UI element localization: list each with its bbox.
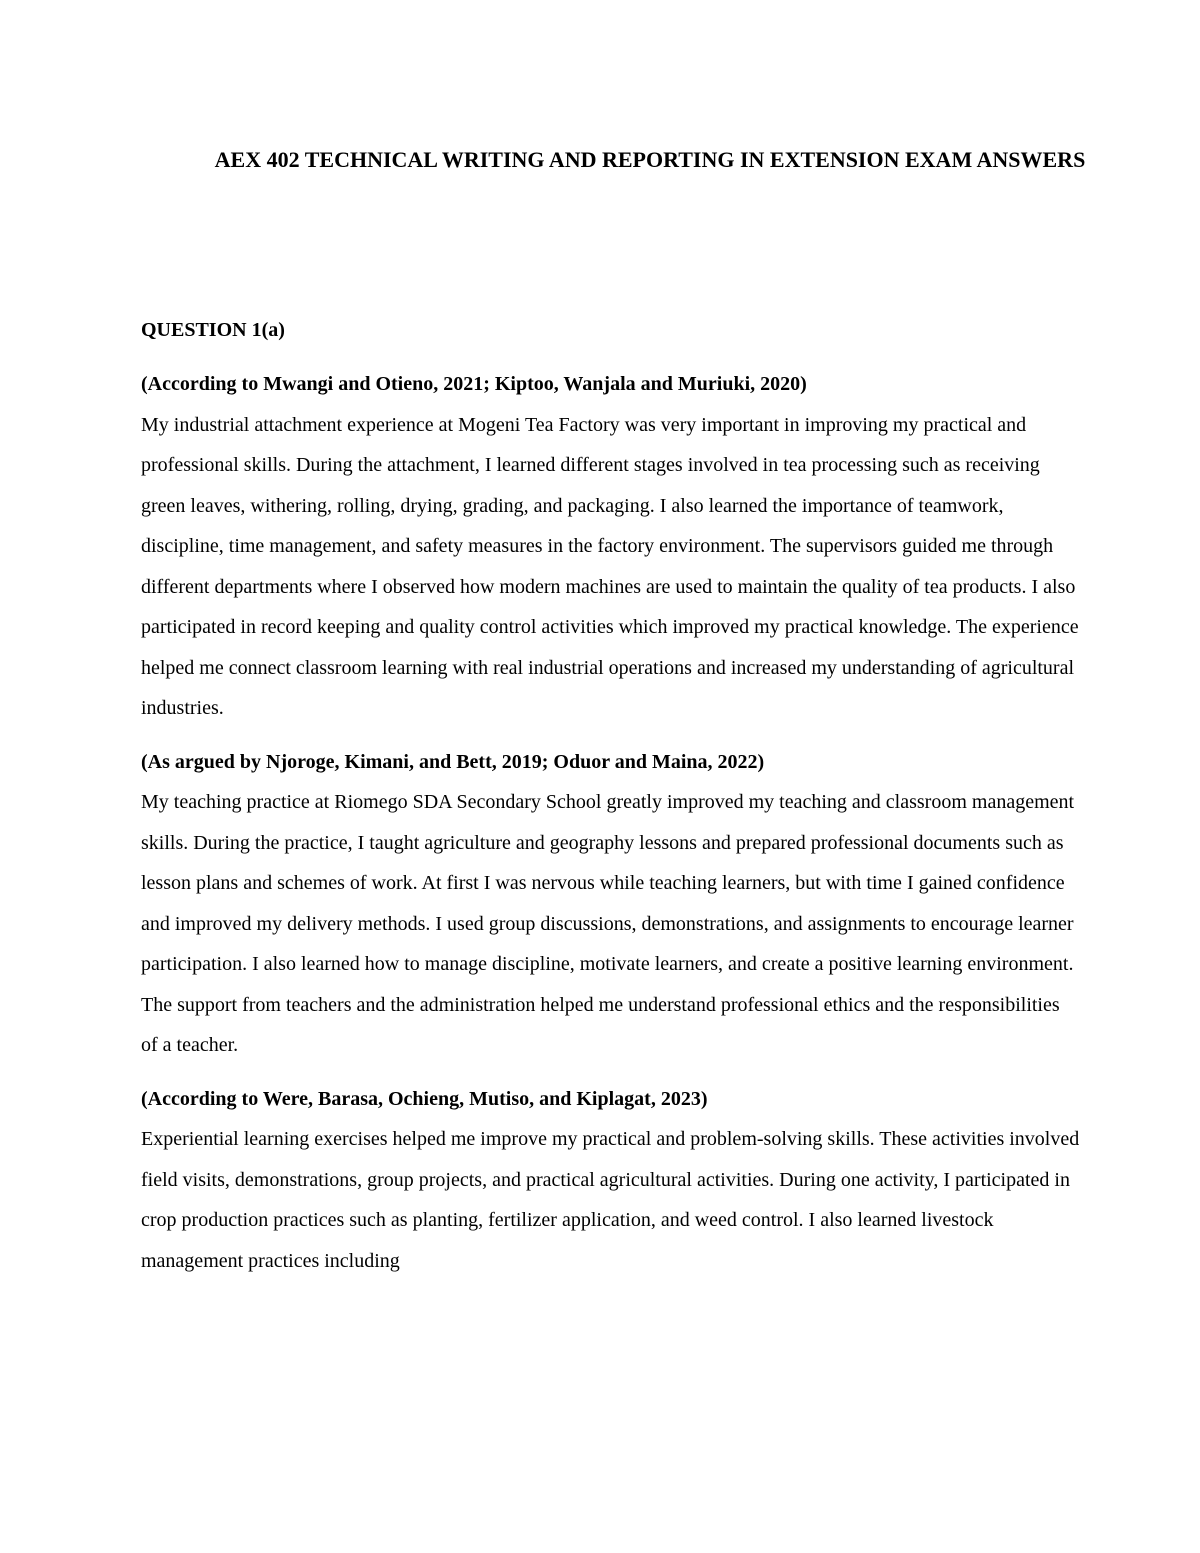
document-body <box>141 310 1081 1294</box>
section-heading: (According to Were, Barasa, Ochieng, Mutiso, and Kiplagat, 2023) <box>141 1087 708 1110</box>
question-label: QUESTION 1(a) <box>141 319 285 341</box>
answer-section-1 <box>141 364 1081 729</box>
section-heading: (According to Mwangi and Otieno, 2021; Kiptoo, Wanjala and Muriuki, 2020) <box>141 373 807 395</box>
section-paragraph: My industrial attachment experience at Mogeni Tea Factory was very important in improving my practical and professional skills. During the attachment, I learned different stages involved in tea processing such as receiving green leaves, withering, rolling, drying, grading, and packaging. I also learned the importance of teamwork, discipline, time management, and safety measures in the factory environment. The supervisors guided me through different departments where I observed how modern machines are used to maintain the quality of tea products. I also participated in record keeping and quality control activities which improved my practical knowledge. The experience helped me connect classroom learning with real industrial operations and increased my understanding of agricultural industries. <box>141 413 1079 719</box>
answer-section-2 <box>141 742 1081 1066</box>
answer-section-3 <box>141 1079 1081 1282</box>
document-title: AEX 402 TECHNICAL WRITING AND REPORTING IN EXTENSION EXAM ANSWERS <box>214 147 1086 172</box>
section-paragraph: My teaching practice at Riomego SDA Secondary School greatly improved my teaching and classroom management skills. During the practice, I taught agriculture and geography lessons and prepared professional documents such as lesson plans and schemes of work. At first I was nervous while teaching learners, but with time I gained confidence and improved my delivery methods. I used group discussions, demonstrations, and assignments to encourage learner participation. I also learned how to manage discipline, motivate learners, and create a positive learning environment. The support from teachers and the administration helped me understand professional ethics and the responsibilities of a teacher. <box>141 791 1075 1056</box>
section-paragraph: Experiential learning exercises helped me improve my practical and problem-solving skills. These activities involved field visits, demonstrations, group projects, and practical agricultural activities. During one activity, I participated in crop production practices such as planting, fertilizer application, and weed control. I also learned livestock management practices including <box>141 1128 1080 1272</box>
section-heading: (As argued by Njoroge, Kimani, and Bett, 2019; Oduor and Maina, 2022) <box>141 750 765 773</box>
